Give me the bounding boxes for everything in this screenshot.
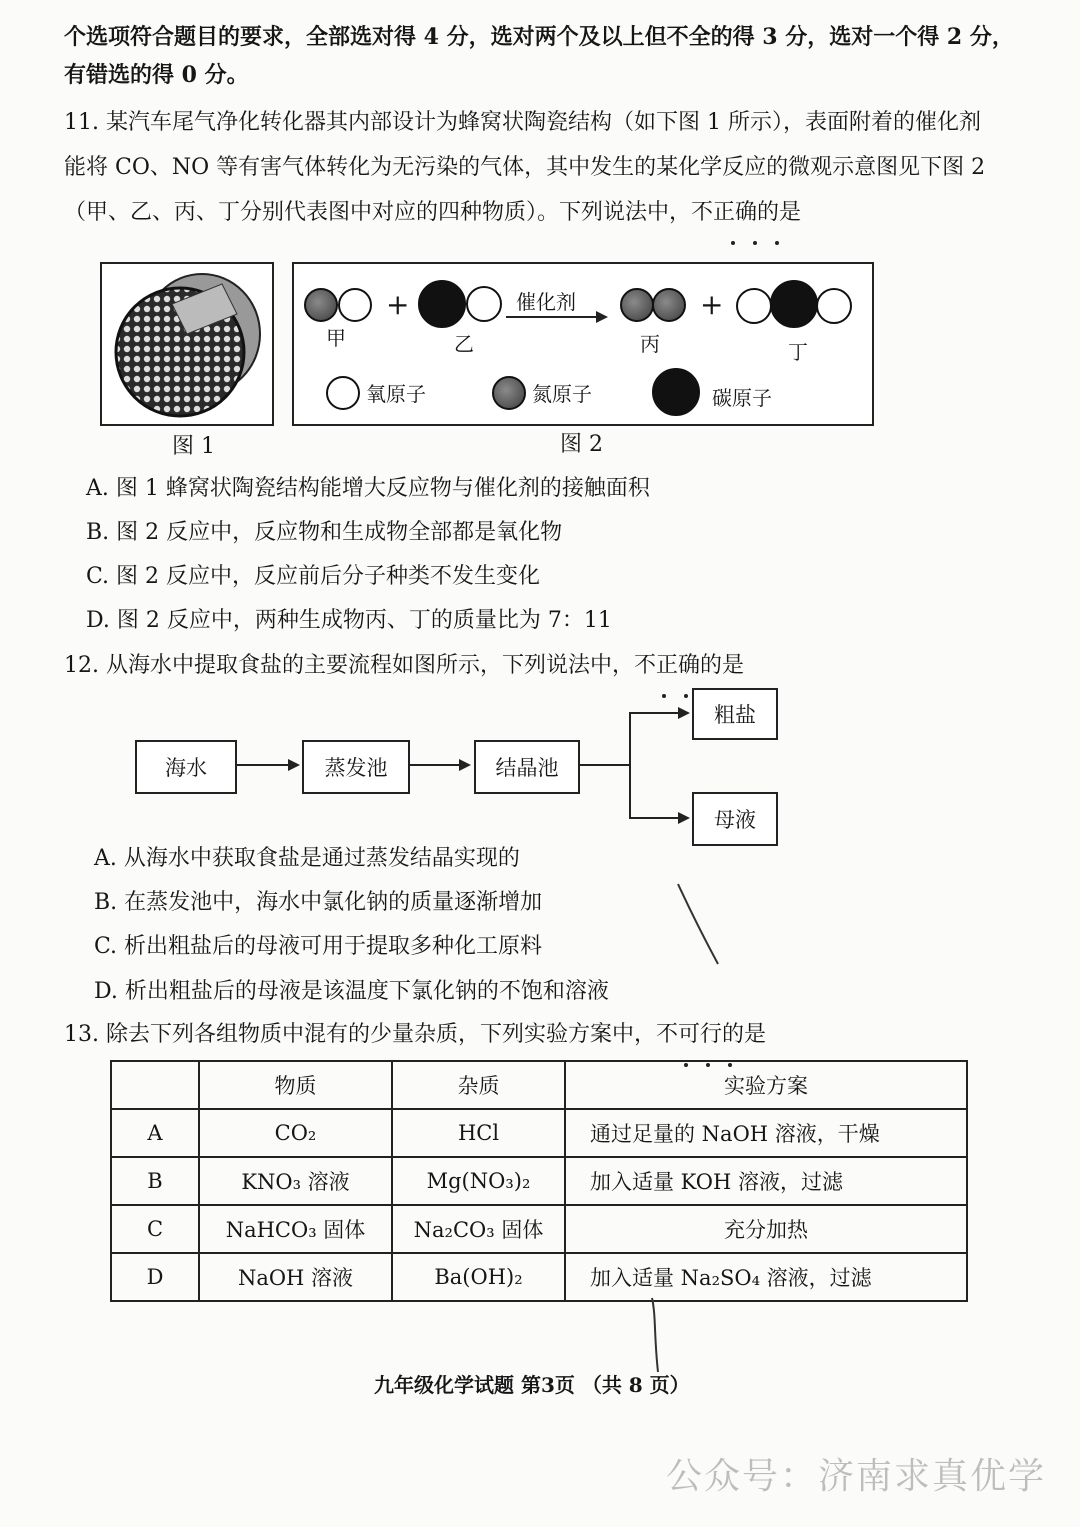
legend-carbon-icon	[652, 368, 700, 416]
table-header-row	[111, 1061, 967, 1109]
table-cell: 通过足量的 NaOH 溶液，干燥	[565, 1109, 967, 1157]
q12-option-b: B. 在蒸发池中，海水中氯化钠的质量逐渐增加	[94, 890, 543, 915]
q11-stem-line-2: 能将 CO、NO 等有害气体转化为无污染的气体，其中发生的某化学反应的微观示意图见下图 2	[64, 155, 986, 180]
table-cell: A	[111, 1109, 199, 1157]
q11-option-d: D. 图 2 反应中，两种生成物丙、丁的质量比为 7：11	[86, 608, 612, 633]
table-cell: B	[111, 1157, 199, 1205]
flow-arrow-mother-liquor	[629, 817, 679, 819]
table-cell: 加入适量 KOH 溶液，过滤	[565, 1157, 967, 1205]
flow-branch-stem	[580, 764, 630, 766]
intro-line-2: 有错选的得 0 分。	[64, 62, 249, 88]
q12-option-c: C. 析出粗盐后的母液可用于提取多种化工原料	[94, 934, 543, 959]
figure-1-honeycomb	[100, 262, 274, 426]
table-cell: 加入适量 Na₂SO₄ 溶液，过滤	[565, 1253, 967, 1301]
q12-stem	[64, 651, 744, 681]
flow-box-evaporation: 蒸发池	[302, 740, 410, 794]
plus-sign-1: +	[386, 288, 410, 321]
table-cell: Mg(NO₃)₂	[392, 1157, 565, 1205]
watermark: 公众号：济南求真优学	[665, 1456, 1046, 1497]
q11-emphasis-dots	[731, 230, 779, 249]
table-cell: Na₂CO₃ 固体	[392, 1205, 565, 1253]
q12-stem-pre: 12. 从海水中提取食盐的主要流程如图所示，下列说法中，	[64, 653, 634, 678]
table-header-cell: 实验方案	[565, 1061, 967, 1109]
table-row	[111, 1205, 967, 1253]
honeycomb-illustration	[102, 264, 272, 424]
pencil-mark-2-icon	[640, 1296, 670, 1376]
table-header-cell: 物质	[199, 1061, 392, 1109]
q11-stem-post: 的是	[757, 200, 802, 225]
table-cell: NaOH 溶液	[199, 1253, 392, 1301]
reaction-arrow	[506, 316, 598, 318]
jia-oxygen-atom	[338, 288, 372, 322]
figure-2-reaction	[292, 262, 874, 426]
jia-nitrogen-atom	[304, 288, 338, 322]
catalyst-label: 催化剂	[516, 290, 576, 314]
q11-emphasis: 不正确	[691, 200, 758, 225]
table-cell: 充分加热	[565, 1205, 967, 1253]
bing-nitrogen-atom-1	[620, 288, 654, 322]
q13-stem-pre: 13. 除去下列各组物质中混有的少量杂质，下列实验方案中，	[64, 1022, 656, 1047]
page-footer: 九年级化学试题 第3页 （共 8 页）	[374, 1373, 690, 1397]
table-row	[111, 1109, 967, 1157]
plus-sign-2: +	[700, 288, 724, 321]
ding-oxygen-atom-2	[816, 288, 852, 324]
flow-box-crude-salt: 粗盐	[692, 688, 778, 740]
flow-box-seawater: 海水	[135, 740, 237, 794]
flow-branch-vertical	[629, 712, 631, 818]
label-jia: 甲	[326, 326, 346, 350]
yi-oxygen-atom	[466, 286, 502, 322]
flow-arrow-1-head	[288, 759, 300, 771]
q11-option-b: B. 图 2 反应中，反应物和生成物全部都是氧化物	[86, 520, 563, 545]
legend-nitrogen-icon	[492, 376, 526, 410]
flow-box-crystallization: 结晶池	[474, 740, 580, 794]
label-ding: 丁	[788, 340, 808, 364]
legend-oxygen-icon	[326, 376, 360, 410]
q13-stem-post: 的是	[722, 1022, 767, 1047]
table-row	[111, 1253, 967, 1301]
ding-carbon-atom	[770, 280, 818, 328]
table-cell: HCl	[392, 1109, 565, 1157]
q12-emphasis: 不正确	[633, 653, 700, 678]
label-yi: 乙	[454, 332, 474, 356]
yi-carbon-atom	[418, 280, 466, 328]
q11-stem-line-3	[64, 198, 801, 228]
table-cell: CO₂	[199, 1109, 392, 1157]
legend-oxygen-label: 氧原子	[366, 382, 426, 406]
table-cell: KNO₃ 溶液	[199, 1157, 392, 1205]
table-cell: Ba(OH)₂	[392, 1253, 565, 1301]
q11-option-c: C. 图 2 反应中，反应前后分子种类不发生变化	[86, 564, 541, 589]
flow-arrow-crude-salt	[629, 712, 679, 714]
q11-stem-pre: （甲、乙、丙、丁分别代表图中对应的四种物质）。下列说法中，	[64, 200, 692, 225]
table-cell: C	[111, 1205, 199, 1253]
table-row	[111, 1157, 967, 1205]
ding-oxygen-atom-1	[736, 288, 772, 324]
q11-stem-line-1: 11. 某汽车尾气净化转化器其内部设计为蜂窝状陶瓷结构（如下图 1 所示），表面附着的催化剂	[64, 110, 981, 135]
figure-2-caption: 图 2	[560, 432, 603, 457]
flow-arrow-mother-liquor-head	[678, 812, 690, 824]
table-header-cell	[111, 1061, 199, 1109]
legend-nitrogen-label: 氮原子	[532, 382, 592, 406]
q12-option-a: A. 从海水中获取食盐是通过蒸发结晶实现的	[94, 846, 520, 871]
figure-1-caption: 图 1	[172, 434, 215, 459]
label-bing: 丙	[640, 332, 660, 356]
q12-option-d: D. 析出粗盐后的母液是该温度下氯化钠的不饱和溶液	[94, 979, 609, 1004]
q11-option-a: A. 图 1 蜂窝状陶瓷结构能增大反应物与催化剂的接触面积	[86, 476, 650, 501]
flow-arrow-2	[410, 764, 460, 766]
flow-box-mother-liquor: 母液	[692, 792, 778, 846]
experiment-table	[110, 1060, 968, 1302]
q12-stem-post: 的是	[700, 653, 745, 678]
intro-line-1: 个选项符合题目的要求，全部选对得 4 分，选对两个及以上但不全的得 3 分，选对一个得 2 分，	[64, 24, 1014, 50]
table-cell: D	[111, 1253, 199, 1301]
table-header-cell: 杂质	[392, 1061, 565, 1109]
legend-carbon-label: 碳原子	[712, 386, 772, 410]
flow-arrow-2-head	[459, 759, 471, 771]
reaction-arrow-head	[596, 311, 608, 323]
q13-emphasis: 不可行	[655, 1022, 722, 1047]
bing-nitrogen-atom-2	[652, 288, 686, 322]
table-cell: NaHCO₃ 固体	[199, 1205, 392, 1253]
flow-arrow-1	[237, 764, 289, 766]
pencil-mark-icon	[672, 880, 726, 970]
q13-stem	[64, 1020, 766, 1050]
flow-arrow-crude-salt-head	[678, 707, 690, 719]
